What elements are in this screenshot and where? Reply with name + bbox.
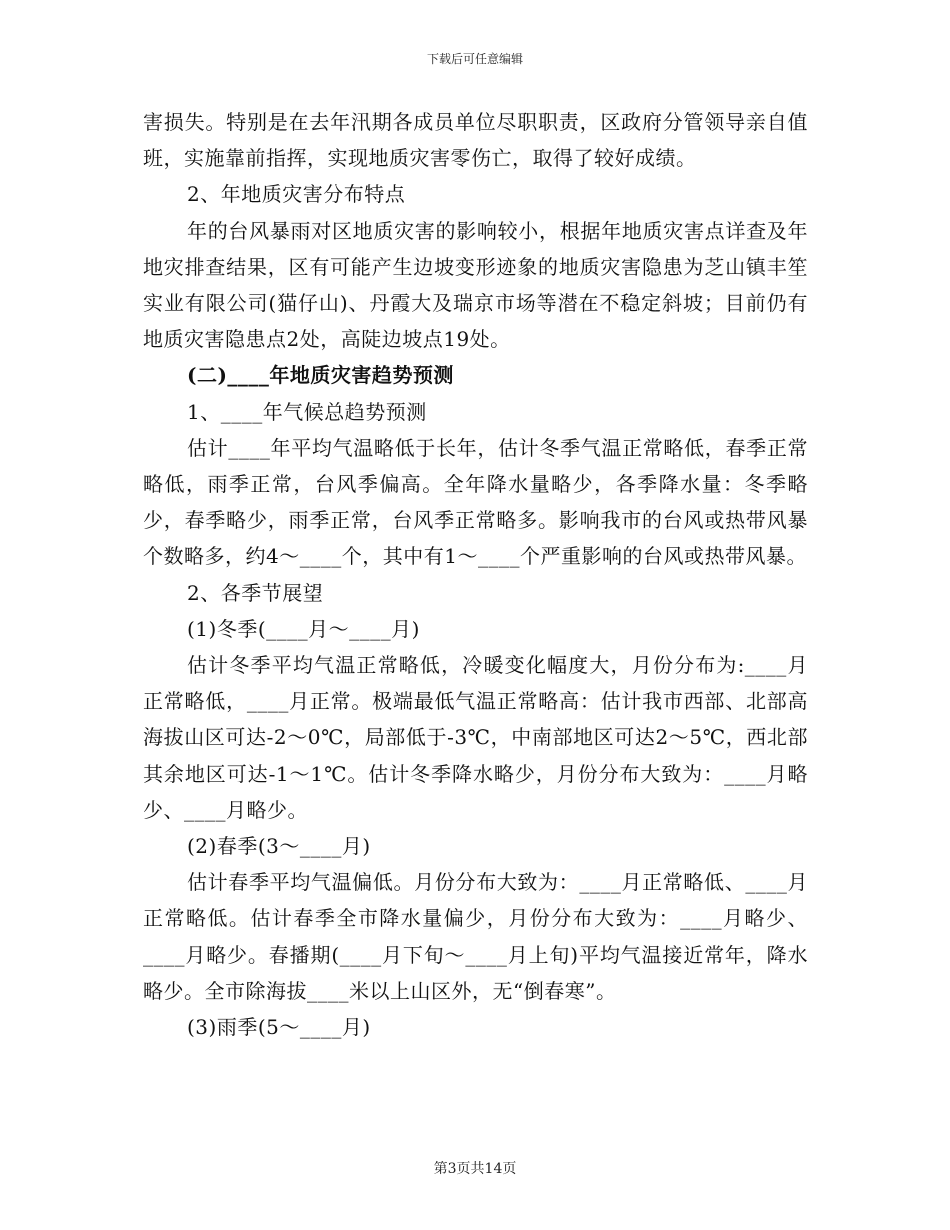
rainy-season-heading: (3)雨季(5～____月): [187, 1015, 371, 1040]
paragraph-winter: 估计冬季平均气温正常略低，冷暖变化幅度大，月份分布为:____月正常略低，____月正常。极端最低气温正常略高：估计我市西部、北部高海拔山区可达-2～0℃，局部低于-3℃，中南部地区可达2～5℃，西北部其余地区可达-1～1℃。估计冬季降水略少，月份分布大致为：____月略少、____月略少。: [143, 653, 808, 822]
paragraph-climate: 估计____年平均气温略低于长年，估计冬季气温正常略低，春季正常略低，雨季正常，台风季偏高。全年降水量略少，各季降水量：冬季略少，春季略少，雨季正常，台风季正常略多。影响我市的台风或热带风暴个数略多，约4～____个，其中有1～____个严重影响的台风或热带风暴。: [143, 435, 808, 569]
spring-heading: (2)春季(3～____月): [187, 834, 371, 859]
paragraph-3: 年的台风暴雨对区地质灾害的影响较小，根据年地质灾害点详查及年地灾排查结果，区有可能产生边坡变形迹象的地质灾害隐患为芝山镇丰笙实业有限公司(猫仔山)、丹霞大及瑞京市场等潜在不稳定斜坡；目前仍有地质灾害隐患点2处，高陡边坡点19处。: [143, 218, 808, 352]
section-heading: (二)____年地质灾害趋势预测: [187, 363, 454, 388]
subheading-1: 1、____年气候总趋势预测: [187, 399, 427, 424]
subheading-2: 2、各季节展望: [187, 580, 324, 605]
page-footer: 第3页共14页: [433, 1161, 517, 1177]
document-body: [143, 104, 808, 1045]
paragraph-2: 2、年地质灾害分布特点: [187, 182, 406, 207]
page-header: 下载后可任意编辑: [426, 52, 523, 66]
paragraph-1: 害损失。特别是在去年汛期各成员单位尽职职责，区政府分管领导亲自值班，实施靠前指挥，实现地质灾害零伤亡，取得了较好成绩。: [143, 110, 808, 171]
paragraph-spring: 估计春季平均气温偏低。月份分布大致为：____月正常略低、____月正常略低。估计春季全市降水量偏少，月份分布大致为：____月略少、____月略少。春播期(____月下旬～____月上旬)平均气温接近常年，降水略少。全市除海拔____米以上山区外，无“倒春寒”。: [143, 870, 808, 1003]
winter-heading: (1)冬季(____月～____月): [187, 616, 420, 641]
